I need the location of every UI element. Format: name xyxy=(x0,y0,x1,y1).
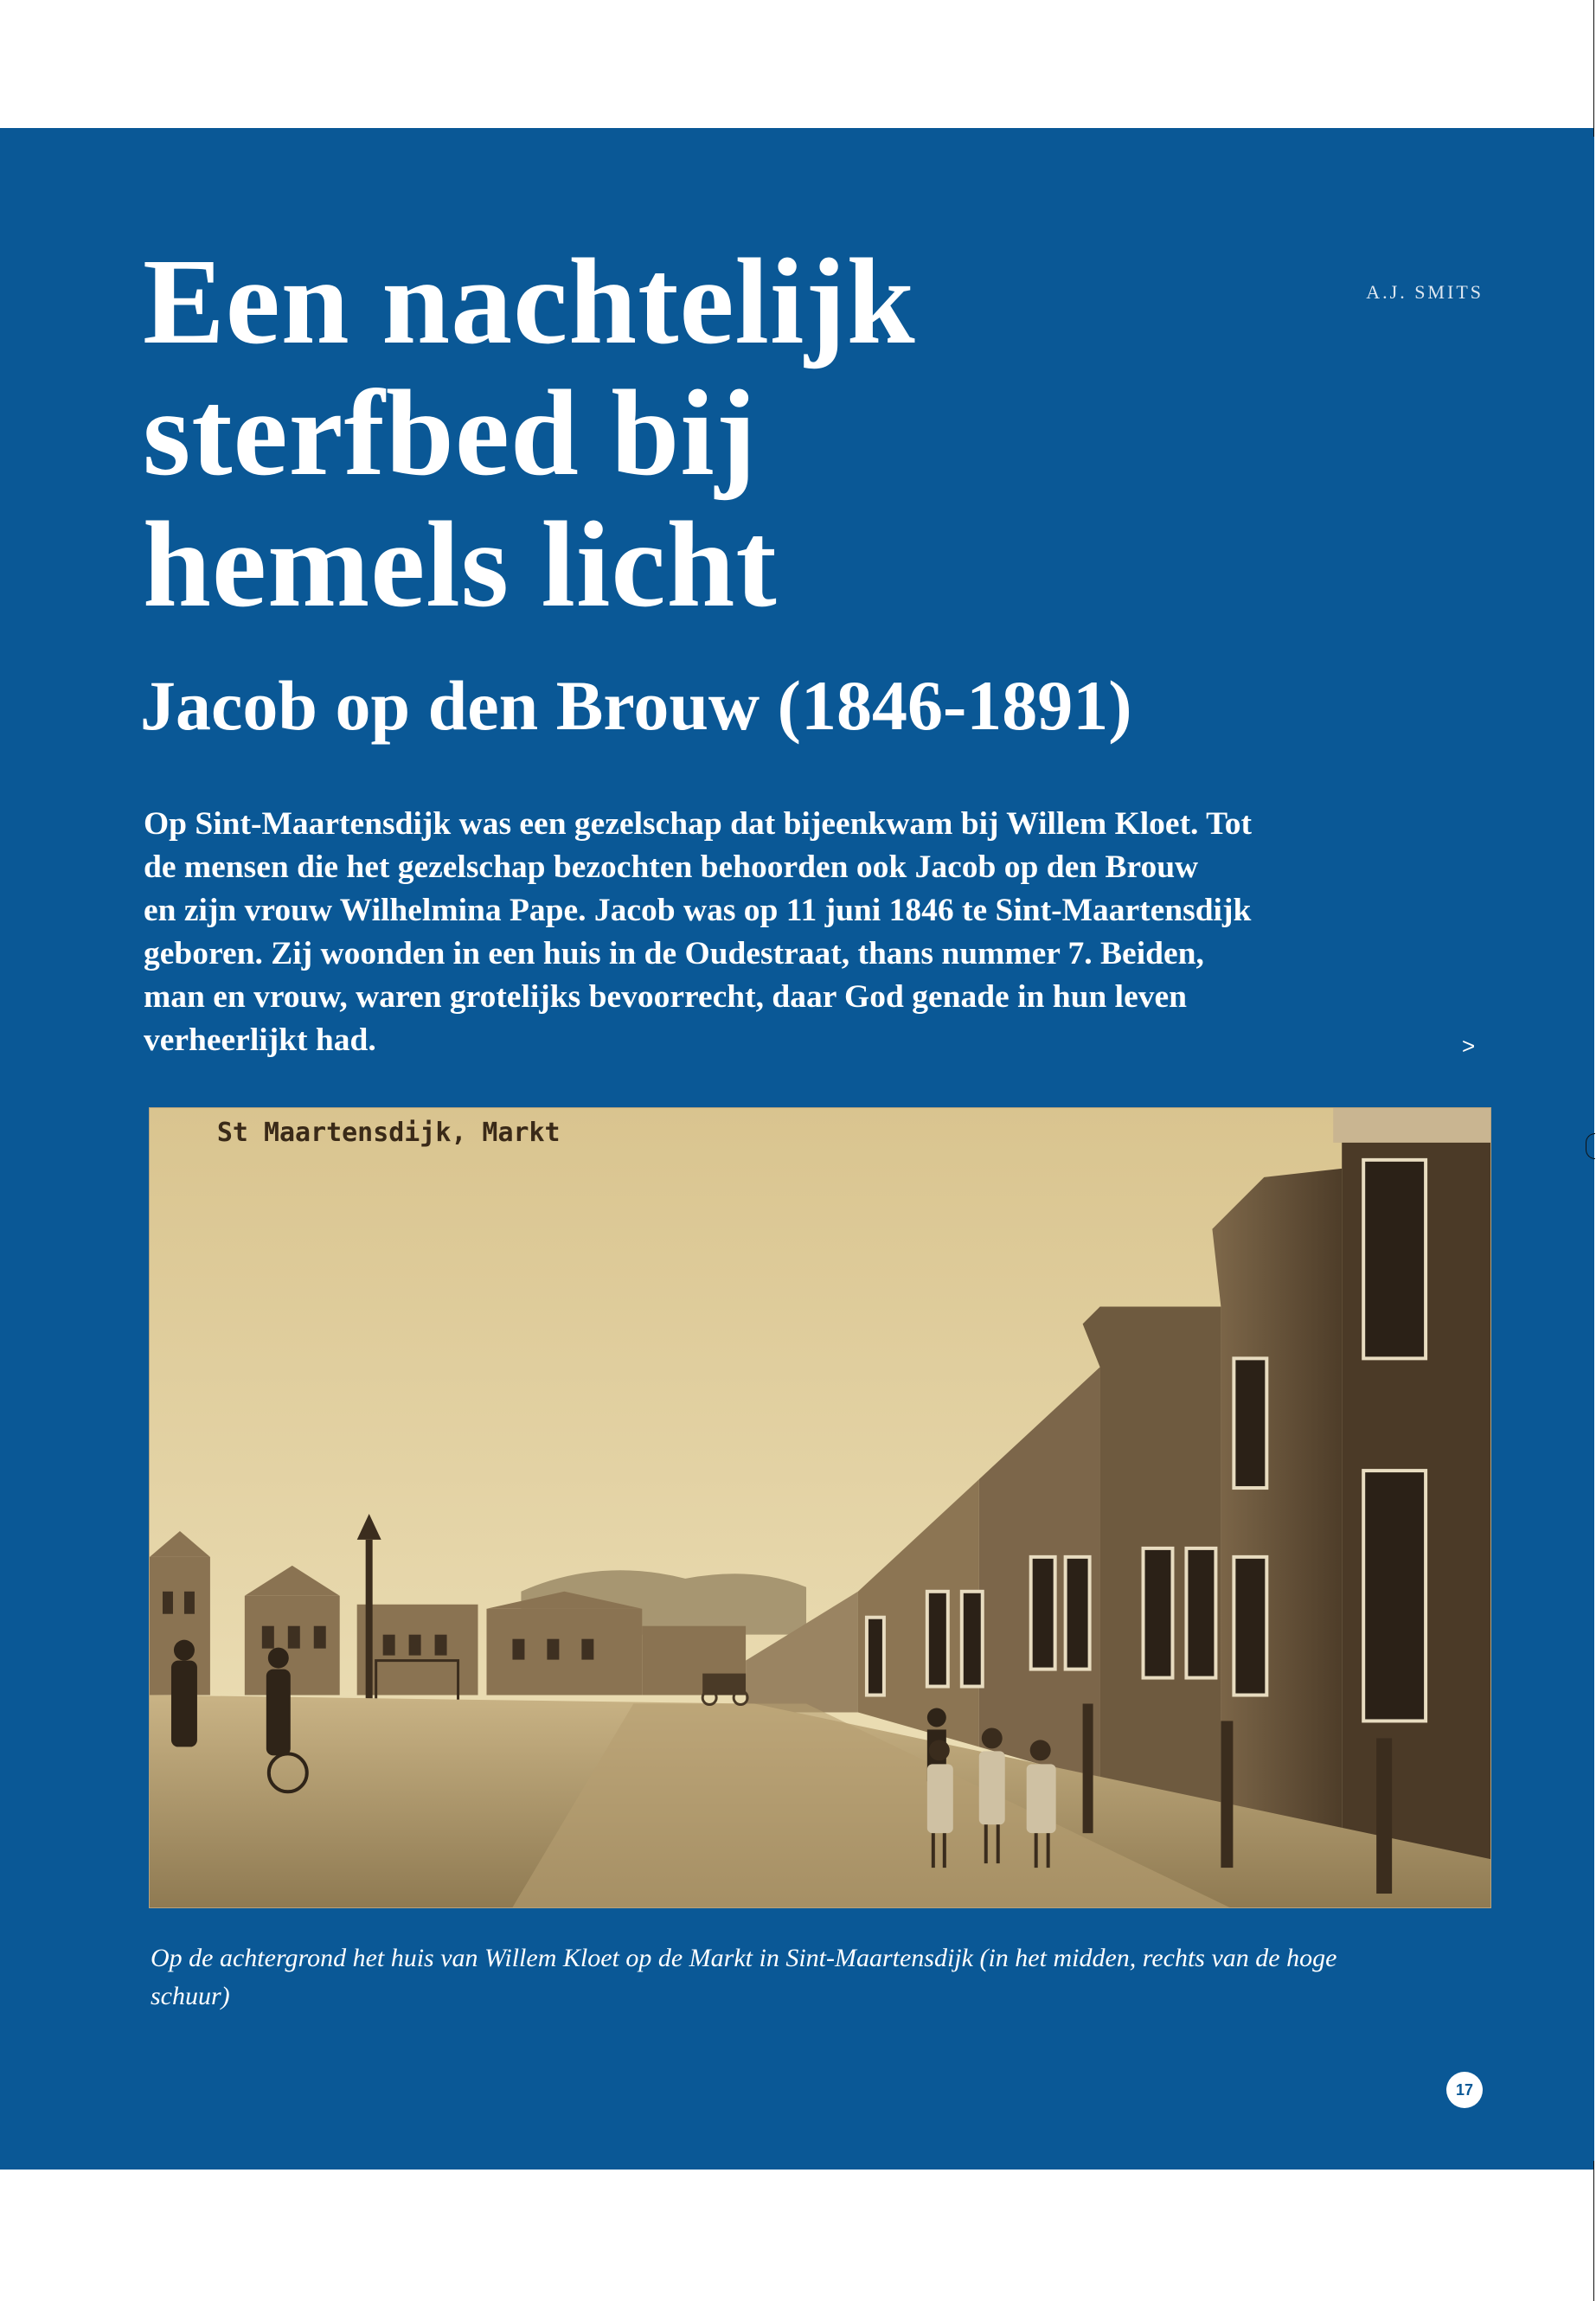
intro-line: Op Sint-Maartensdijk was een gezelschap dat bijeenkwam bij Willem Kloet. Tot xyxy=(144,806,1252,842)
author-byline: A.J. SMITS xyxy=(1366,281,1484,303)
historic-street-photo xyxy=(149,1107,1491,1908)
article-subtitle: Jacob op den Brouw (1846-1891) xyxy=(140,666,1132,745)
caption-line: Op de achtergrond het huis van Willem Kloet op de Markt in Sint-Maartensdijk (in het midden, rechts van de hoge xyxy=(151,1944,1337,1972)
crop-mark xyxy=(1593,2161,1594,2301)
intro-paragraph xyxy=(144,803,1510,1062)
intro-line: verheerlijkt had. xyxy=(144,1022,376,1058)
caption-line: schuur) xyxy=(151,1982,230,2010)
intro-line: man en vrouw, waren grotelijks bevoorrecht, daar God genade in hun leven xyxy=(144,979,1187,1015)
intro-line: de mensen die het gezelschap bezochten behoorden ook Jacob op den Brouw xyxy=(144,849,1199,885)
page-number-badge: 17 xyxy=(1446,2072,1483,2108)
registration-mark xyxy=(1586,1133,1595,1159)
crop-mark xyxy=(1593,0,1594,137)
article-title xyxy=(143,235,1163,630)
continue-marker: > xyxy=(1462,1033,1476,1059)
photo-caption xyxy=(151,1939,1500,2016)
intro-line: geboren. Zij woonden in een huis in de Oudestraat, thans nummer 7. Beiden, xyxy=(144,936,1204,971)
title-line: sterfbed bij xyxy=(143,364,758,501)
title-line: hemels licht xyxy=(143,496,778,632)
title-line: Een nachtelijk xyxy=(143,233,916,369)
intro-line: en zijn vrouw Wilhelmina Pape. Jacob was op 11 juni 1846 te Sint-Maartensdijk xyxy=(144,893,1252,928)
photo-inscription: St Maartensdijk, Markt xyxy=(216,1117,561,1148)
